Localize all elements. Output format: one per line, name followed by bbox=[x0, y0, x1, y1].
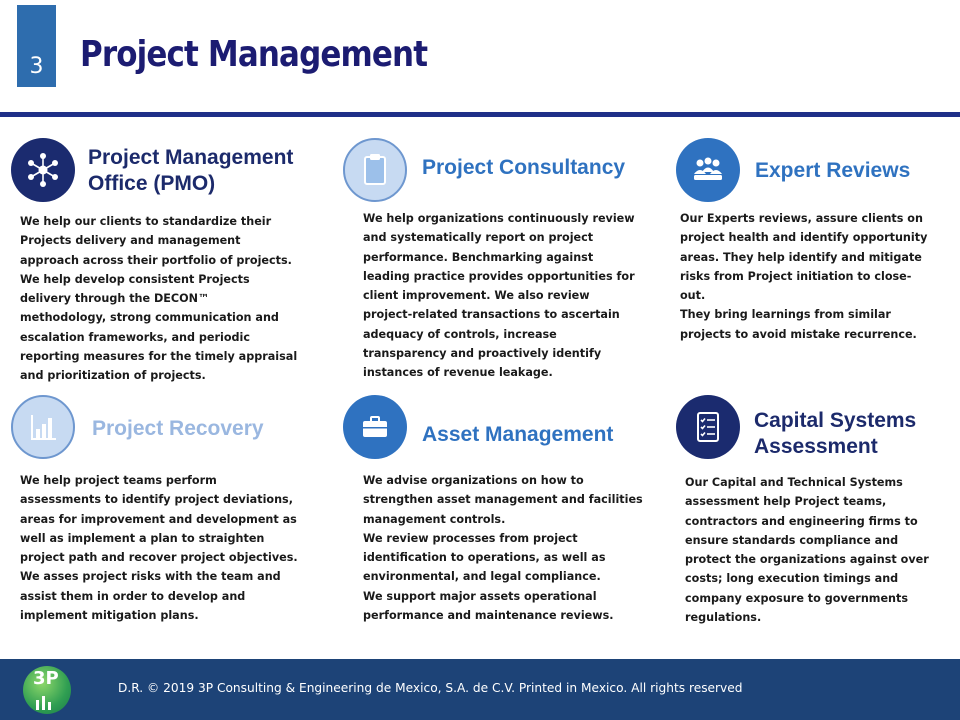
checklist-icon bbox=[676, 395, 740, 459]
bar-chart-icon bbox=[11, 395, 75, 459]
pmo-title: Project Management Office (PMO) bbox=[88, 146, 294, 195]
recovery-title: Project Recovery bbox=[92, 417, 264, 440]
expert-reviews-title: Expert Reviews bbox=[755, 159, 911, 182]
page-number-badge bbox=[17, 5, 56, 87]
recovery-description: We help project teams perform assessments to identify project deviations, areas for improvement and development as well as implement a plan to straighten project path and recover project objectives. We asses project risks with the team and assist them in order to develop and implement mitigation plans. bbox=[20, 474, 298, 623]
logo-bars-icon bbox=[34, 692, 56, 710]
expert-reviews-description: Our Experts reviews, assure clients on project health and identify opportunity areas. They help identify and mitigate risks from Project initiation to close- out. They bring learnings from similar projects to avoid mistake recurrence. bbox=[680, 212, 928, 341]
page-title: Project Management bbox=[80, 34, 428, 75]
page-number: 3 bbox=[29, 54, 44, 79]
copyright-text: D.R. © 2019 3P Consulting & Engineering de Mexico, S.A. de C.V. Printed in Mexico. All rights reserved bbox=[118, 681, 743, 695]
asset-title: Asset Management bbox=[422, 423, 614, 446]
capital-description: Our Capital and Technical Systems assessment help Project teams, contractors and engineering firms to ensure standards compliance and protect the organizations against over costs; long execution timings and company exposure to governments regulations. bbox=[685, 476, 929, 625]
network-nodes-icon bbox=[11, 138, 75, 202]
consultancy-description: We help organizations continuously review and systematically report on project performance. Benchmarking against leading practice provides opportunities for client improvement. We also review project-related transactions to ascertain adequacy of controls, increase transparency and proactively identify instances of revenue leakage. bbox=[363, 212, 635, 380]
logo-text: 3P bbox=[33, 668, 59, 689]
capital-title: Capital Systems Assessment bbox=[754, 409, 917, 458]
clipboard-icon bbox=[343, 138, 407, 202]
consultancy-title: Project Consultancy bbox=[422, 156, 626, 179]
briefcase-icon bbox=[343, 395, 407, 459]
header-divider bbox=[0, 112, 960, 117]
pmo-description: We help our clients to standardize their Projects delivery and management approach across their portfolio of projects. We help develop consistent Projects delivery through the DECON™ methodology, strong communication and escalation frameworks, and periodic reporting measures for the timely appraisal and prioritization of projects. bbox=[20, 215, 298, 383]
asset-description: We advise organizations on how to strengthen asset management and facilities management controls. We review processes from project identification to operations, as well as environmental, and legal compliance. We support major assets operational performance and maintenance reviews. bbox=[363, 474, 643, 623]
team-meeting-icon bbox=[676, 138, 740, 202]
